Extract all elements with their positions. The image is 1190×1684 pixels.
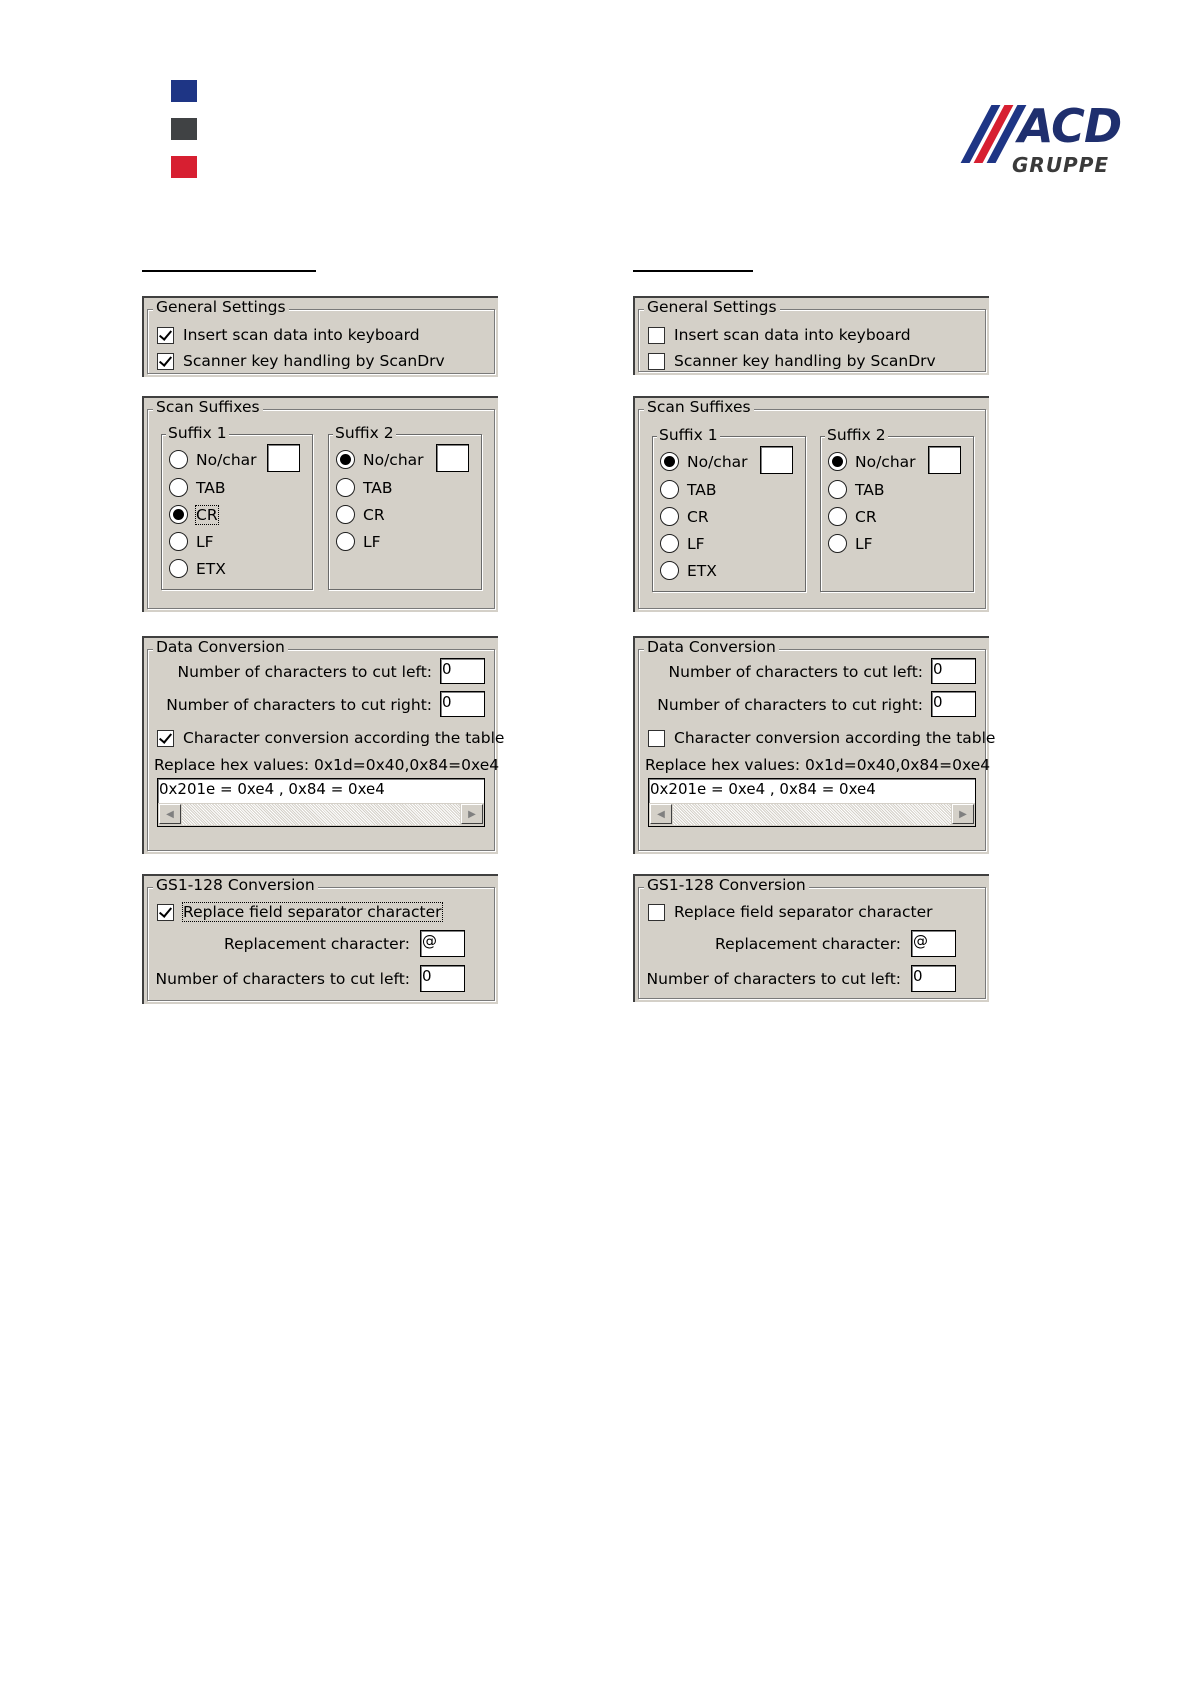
general-settings-panel	[633, 296, 989, 375]
checkbox-box[interactable]	[648, 730, 665, 747]
checkbox-box[interactable]	[157, 353, 174, 370]
suffix2-option-cr[interactable]	[828, 507, 877, 526]
radio-button[interactable]	[828, 534, 847, 553]
insert-scan-data-checkbox[interactable]	[648, 326, 911, 344]
radio-label: TAB	[687, 480, 717, 499]
radio-button[interactable]	[660, 534, 679, 553]
logo-subtitle: GRUPPE	[1012, 153, 1110, 177]
suffix2-char-input[interactable]	[928, 446, 961, 474]
checkmark-icon	[159, 353, 172, 367]
radio-label: ETX	[196, 559, 226, 578]
data-conversion-panel	[142, 636, 505, 854]
radio-selected-dot-icon	[832, 456, 843, 467]
replace-hex-label: Replace hex values: 0x1d=0x40,0x84=0xe4	[645, 756, 991, 774]
scroll-track[interactable]	[182, 804, 460, 825]
radio-button[interactable]	[336, 450, 355, 469]
suffix1-option-tab[interactable]	[660, 480, 717, 499]
checkmark-icon	[159, 730, 172, 744]
scroll-left-icon[interactable]: ◀	[650, 804, 672, 824]
checkbox-box[interactable]	[157, 730, 174, 747]
gs1-cut-left-label: Number of characters to cut left:	[155, 970, 410, 988]
gs1-cut-left-input[interactable]: 0	[420, 965, 465, 992]
radio-button[interactable]	[169, 559, 188, 578]
scroll-right-icon[interactable]: ▶	[461, 804, 483, 824]
suffix1-option-etx[interactable]	[169, 559, 226, 578]
radio-button[interactable]	[828, 507, 847, 526]
suffix1-option-nochar[interactable]	[169, 450, 257, 469]
blue-square-icon	[171, 80, 197, 102]
dark-square-icon	[171, 118, 197, 140]
radio-label: LF	[687, 534, 705, 553]
radio-button[interactable]	[660, 561, 679, 580]
checkmark-icon	[159, 327, 172, 341]
left-heading-rule	[142, 270, 316, 272]
suffix1-option-lf[interactable]	[169, 532, 214, 551]
group-legend: Data Conversion	[153, 638, 288, 656]
checkbox-box[interactable]	[648, 904, 665, 921]
radio-label: CR	[196, 505, 218, 524]
suffix2-option-lf[interactable]	[336, 532, 381, 551]
radio-label: No/char	[363, 450, 424, 469]
suffix1-group	[161, 424, 313, 590]
cut-left-label: Number of characters to cut left:	[668, 663, 923, 681]
cut-left-input[interactable]: 0	[440, 658, 485, 684]
group-legend: Suffix 2	[335, 424, 394, 442]
suffix2-option-tab[interactable]	[828, 480, 885, 499]
checkbox-label: Scanner key handling by ScanDrv	[183, 352, 445, 370]
suffix1-char-input[interactable]	[760, 446, 793, 474]
radio-label: CR	[687, 507, 709, 526]
radio-label: LF	[363, 532, 381, 551]
checkbox-box[interactable]	[648, 353, 665, 370]
group-legend: Scan Suffixes	[153, 398, 263, 416]
replacement-char-label: Replacement character:	[224, 935, 410, 953]
horizontal-scrollbar[interactable]	[157, 803, 485, 827]
replace-hex-input[interactable]: 0x201e = 0xe4 , 0x84 = 0xe4	[157, 778, 485, 803]
suffix2-option-tab[interactable]	[336, 478, 393, 497]
acd-logo	[966, 99, 1136, 177]
cut-right-input[interactable]: 0	[440, 691, 485, 717]
scan-suffixes-panel	[633, 396, 989, 612]
checkbox-label: Insert scan data into keyboard	[674, 326, 911, 344]
group-legend: Suffix 1	[168, 424, 227, 442]
group-legend: Suffix 1	[659, 426, 718, 444]
gs1-conversion-panel	[633, 874, 989, 1002]
radio-label: ETX	[687, 561, 717, 580]
suffix1-option-cr[interactable]	[660, 507, 709, 526]
group-legend: General Settings	[644, 298, 780, 316]
replacement-char-label: Replacement character:	[715, 935, 901, 953]
suffix1-char-input[interactable]	[267, 444, 300, 472]
suffix2-char-input[interactable]	[436, 444, 469, 472]
char-conversion-checkbox[interactable]	[157, 729, 504, 747]
radio-label: LF	[855, 534, 873, 553]
suffix2-group	[328, 424, 482, 590]
group-legend: Scan Suffixes	[644, 398, 754, 416]
checkbox-label: Replace field separator character	[674, 903, 933, 921]
replace-hex-label: Replace hex values: 0x1d=0x40,0x84=0xe4	[154, 756, 500, 774]
scroll-right-icon[interactable]: ▶	[952, 804, 974, 824]
group-legend: Suffix 2	[827, 426, 886, 444]
radio-button[interactable]	[169, 478, 188, 497]
checkbox-box[interactable]	[157, 904, 174, 921]
group-legend: GS1-128 Conversion	[644, 876, 809, 894]
insert-scan-data-checkbox[interactable]	[157, 326, 420, 344]
radio-label: LF	[196, 532, 214, 551]
checkbox-label: Replace field separator character	[183, 903, 442, 921]
gs1-cut-left-input[interactable]: 0	[911, 965, 956, 992]
checkbox-label: Insert scan data into keyboard	[183, 326, 420, 344]
suffix1-option-tab[interactable]	[169, 478, 226, 497]
suffix1-group	[652, 426, 806, 592]
replacement-char-input[interactable]: @	[420, 930, 465, 957]
radio-button[interactable]	[660, 480, 679, 499]
cut-right-input[interactable]: 0	[931, 691, 976, 717]
checkbox-label: Character conversion according the table	[183, 729, 505, 747]
radio-button[interactable]	[169, 505, 188, 524]
suffix1-option-nochar[interactable]	[660, 452, 748, 471]
radio-selected-dot-icon	[340, 454, 351, 465]
radio-label: CR	[855, 507, 877, 526]
radio-button[interactable]	[660, 507, 679, 526]
replace-hex-input[interactable]: 0x201e = 0xe4 , 0x84 = 0xe4	[648, 778, 976, 803]
radio-label: TAB	[196, 478, 226, 497]
radio-label: No/char	[855, 452, 916, 471]
red-square-icon	[171, 156, 197, 178]
replacement-char-input[interactable]: @	[911, 930, 956, 957]
radio-label: TAB	[363, 478, 393, 497]
radio-label: TAB	[855, 480, 885, 499]
gs1-conversion-panel	[142, 874, 498, 1004]
suffix1-option-lf[interactable]	[660, 534, 705, 553]
group-legend: Data Conversion	[644, 638, 779, 656]
checkbox-label: Scanner key handling by ScanDrv	[674, 352, 936, 370]
logo-brand: ACD	[1018, 99, 1122, 153]
checkbox-label: Character conversion according the table	[674, 729, 996, 747]
cut-right-label: Number of characters to cut right:	[166, 696, 432, 714]
suffix2-option-cr[interactable]	[336, 505, 385, 524]
scroll-left-icon[interactable]: ◀	[159, 804, 181, 824]
scanner-key-handling-checkbox[interactable]	[157, 352, 445, 370]
radio-button[interactable]	[336, 505, 355, 524]
cut-right-label: Number of characters to cut right:	[657, 696, 923, 714]
replace-separator-checkbox[interactable]	[648, 903, 933, 921]
radio-selected-dot-icon	[173, 509, 184, 520]
cut-left-input[interactable]: 0	[931, 658, 976, 684]
suffix1-option-cr[interactable]	[169, 505, 218, 524]
suffix1-option-etx[interactable]	[660, 561, 717, 580]
radio-button[interactable]	[828, 452, 847, 471]
horizontal-scrollbar[interactable]	[648, 803, 976, 827]
data-conversion-panel	[633, 636, 996, 854]
checkbox-box[interactable]	[648, 327, 665, 344]
scanner-key-handling-checkbox[interactable]	[648, 352, 936, 370]
scroll-track[interactable]	[673, 804, 951, 825]
suffix2-group	[820, 426, 974, 592]
radio-label: No/char	[196, 450, 257, 469]
group-legend: GS1-128 Conversion	[153, 876, 318, 894]
suffix2-option-nochar[interactable]	[336, 450, 424, 469]
group-legend: General Settings	[153, 298, 289, 316]
cut-left-label: Number of characters to cut left:	[177, 663, 432, 681]
checkmark-icon	[159, 904, 172, 918]
suffix2-option-nochar[interactable]	[828, 452, 916, 471]
gs1-cut-left-label: Number of characters to cut left:	[646, 970, 901, 988]
char-conversion-checkbox[interactable]	[648, 729, 995, 747]
general-settings-panel	[142, 296, 498, 377]
right-heading-rule	[633, 270, 753, 272]
radio-button[interactable]	[336, 532, 355, 551]
checkbox-box[interactable]	[157, 327, 174, 344]
radio-button[interactable]	[169, 450, 188, 469]
replace-separator-checkbox[interactable]	[157, 903, 442, 921]
radio-button[interactable]	[828, 480, 847, 499]
scan-suffixes-panel	[142, 396, 498, 612]
radio-label: CR	[363, 505, 385, 524]
radio-button[interactable]	[336, 478, 355, 497]
radio-button[interactable]	[660, 452, 679, 471]
radio-button[interactable]	[169, 532, 188, 551]
suffix2-option-lf[interactable]	[828, 534, 873, 553]
radio-label: No/char	[687, 452, 748, 471]
radio-selected-dot-icon	[664, 456, 675, 467]
